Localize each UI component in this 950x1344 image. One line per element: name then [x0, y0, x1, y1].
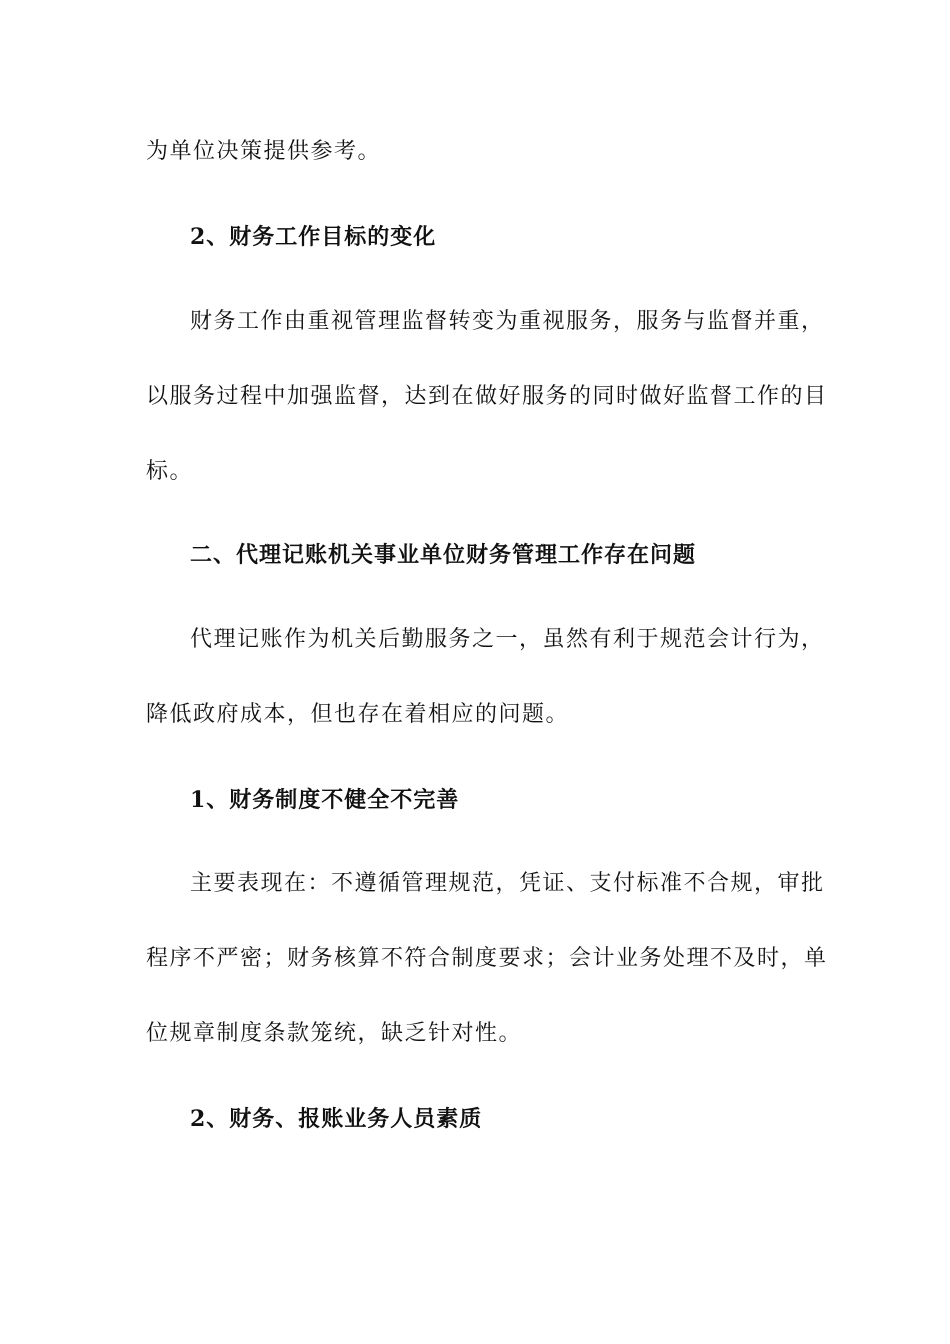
section-heading: 2、财务、报账业务人员素质	[190, 1106, 483, 1132]
paragraph-line: 财务工作由重视管理监督转变为重视服务，服务与监督并重，	[190, 309, 825, 334]
paragraph-line: 降低政府成本，但也存在着相应的问题。	[146, 702, 570, 727]
paragraph-line: 标。	[146, 459, 194, 484]
paragraph-line: 以服务过程中加强监督，达到在做好服务的同时做好监督工作的目	[146, 384, 828, 409]
chapter-heading: 二、代理记账机关事业单位财务管理工作存在问题	[190, 542, 697, 568]
paragraph-line: 位规章制度条款笼统，缺乏针对性。	[146, 1021, 523, 1046]
paragraph-line: 为单位决策提供参考。	[146, 139, 382, 164]
paragraph-line: 代理记账作为机关后勤服务之一，虽然有利于规范会计行为，	[190, 627, 825, 652]
paragraph-line: 主要表现在：不遵循管理规范，凭证、支付标准不合规，审批	[190, 871, 825, 896]
section-heading: 1、财务制度不健全不完善	[190, 787, 460, 813]
section-heading: 2、财务工作目标的变化	[190, 224, 437, 250]
paragraph-line: 程序不严密；财务核算不符合制度要求；会计业务处理不及时，单	[146, 946, 828, 971]
